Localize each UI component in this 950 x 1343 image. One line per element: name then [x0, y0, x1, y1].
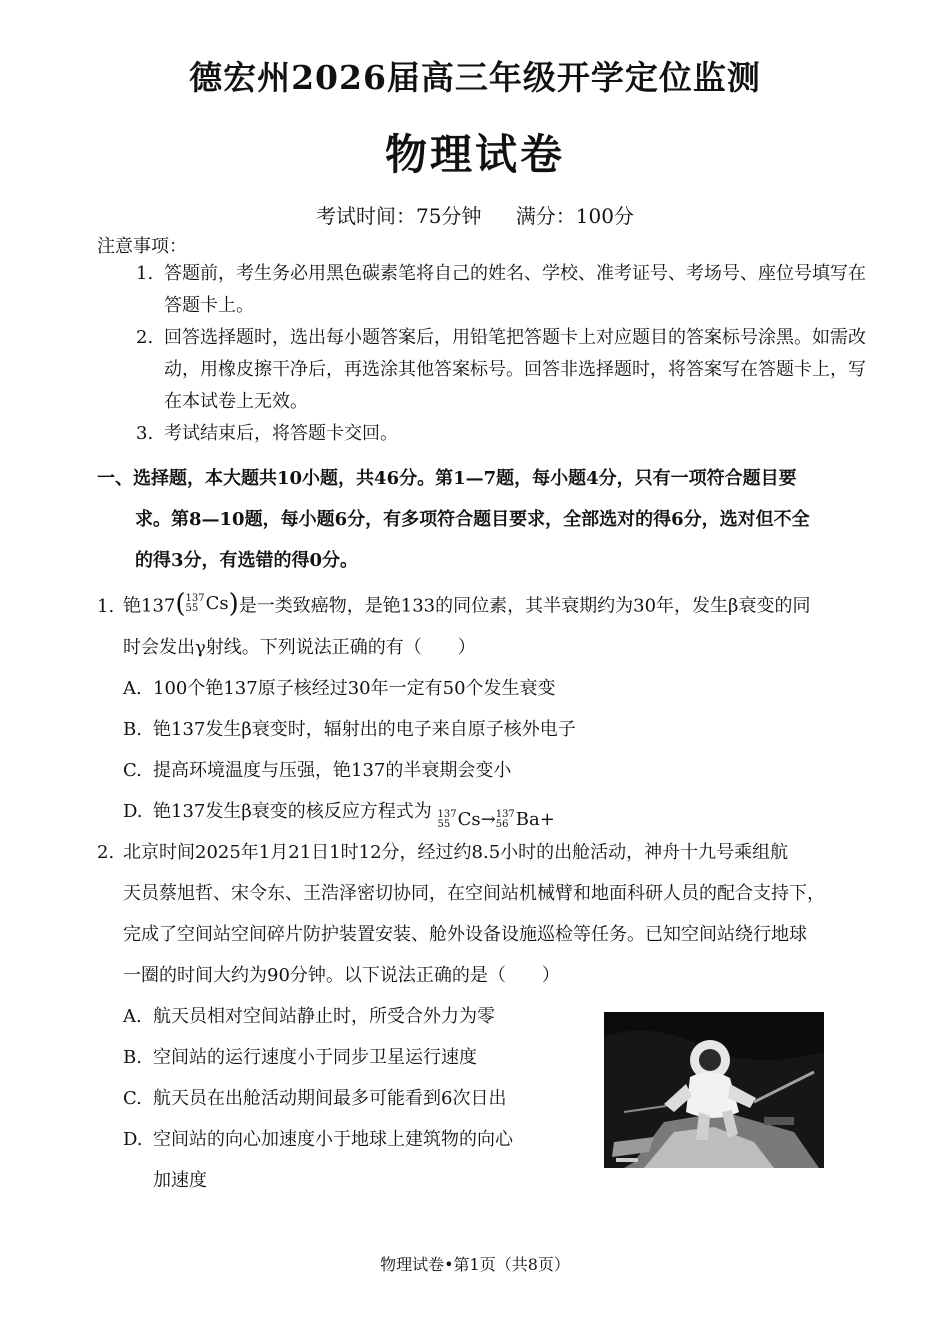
option-text: 空间站的运行速度小于同步卫星运行速度 — [153, 1047, 477, 1068]
option-c — [97, 750, 867, 791]
element-symbol: Cs — [205, 593, 229, 614]
exam-info — [0, 200, 950, 229]
element-symbol: Ba — [515, 809, 540, 830]
option-letter: B. — [123, 1047, 142, 1068]
option-letter: D. — [123, 1129, 143, 1150]
question-1 — [97, 583, 867, 840]
section-line: 一、选择题，本大题共10小题，共46分。第1—7题，每小题4分，只有一项符合题目要 — [97, 468, 797, 489]
section-line: 的得3分，有选错的得0分。 — [135, 550, 359, 571]
charge-number: 55 — [185, 602, 199, 614]
exam-title: 德宏州2026届高三年级开学定位监测 — [189, 58, 761, 97]
charge-number: 56 — [495, 818, 509, 830]
stem-text: 一圈的时间大约为90分钟。以下说法正确的是（ ） — [123, 965, 560, 986]
stem-text: 北京时间2025年1月21日1时12分，经过约8.5小时的出舱活动，神舟十九号乘组航 — [123, 842, 789, 863]
notice-heading: 注意事项： — [97, 236, 187, 257]
astronaut-illustration — [604, 1012, 824, 1168]
option-text: 100个铯137原子核经过30年一定有50个发生衰变 — [153, 677, 556, 699]
element-symbol: Cs — [457, 809, 481, 830]
exam-time: 考试时间：75分钟 — [316, 204, 482, 228]
option-text: 航天员在出舱活动期间最多可能看到6次日出 — [153, 1088, 507, 1109]
notice-item — [136, 322, 866, 418]
full-score: 满分：100分 — [515, 204, 634, 228]
reaction-arrow: → — [480, 809, 496, 830]
question-stem — [97, 583, 867, 627]
charge-number: 55 — [437, 818, 451, 830]
notice-item — [136, 258, 866, 322]
notice-number: 1. — [136, 263, 154, 284]
question-stem — [97, 832, 867, 873]
notice-item — [136, 418, 866, 450]
stem-text: 时会发出γ射线。下列说法正确的有（ ） — [123, 636, 476, 658]
option-letter: C. — [123, 1088, 142, 1109]
option-letter: B. — [123, 718, 142, 740]
notice-text: 答题前，考生务必用黑色碳素笔将自己的姓名、学校、准考证号、考场号、座位号填写在答题卡上。 — [164, 263, 866, 316]
stem-text: 完成了空间站空间碎片防护装置安装、舱外设备设施巡检等任务。已知空间站绕行地球 — [123, 924, 807, 945]
section-line: 求。第8—10题，每小题6分，有多项符合题目要求，全部选对的得6分，选对但不全 — [135, 509, 810, 530]
section-heading — [97, 458, 867, 581]
nuclide-cs137: ( 137 55 Cs ) — [175, 583, 238, 624]
option-b — [97, 709, 867, 750]
stem-text: 铯137 — [123, 595, 176, 617]
option-text: 空间站的向心加速度小于地球上建筑物的向心 — [153, 1129, 513, 1150]
option-a — [97, 668, 867, 709]
notice-text: 回答选择题时，选出每小题答案后，用铅笔把答题卡上对应题目的答案标号涂黑。如需改动，用橡皮擦干净后，再选涂其他答案标号。回答非选择题时，将答案写在答题卡上，写在本试卷上无效。 — [164, 327, 866, 412]
option-letter: C. — [123, 759, 142, 781]
option-letter: A. — [123, 677, 142, 699]
notice-text: 考试结束后，将答题卡交回。 — [164, 423, 398, 444]
stem-text: 天员蔡旭哲、宋令东、王浩泽密切协同，在空间站机械臂和地面科研人员的配合支持下， — [123, 883, 825, 904]
mass-number: 137 — [437, 808, 457, 820]
option-letter: D. — [123, 800, 143, 822]
question-number: 1. — [97, 595, 115, 617]
option-text: 加速度 — [153, 1170, 207, 1191]
equation-tail: + — [539, 809, 555, 830]
option-text: 航天员相对空间站静止时，所受合外力为零 — [153, 1006, 495, 1027]
notice-number: 3. — [136, 423, 154, 444]
page-footer: 物理试卷•第1页（共8页） — [380, 1255, 570, 1274]
notice-number: 2. — [136, 327, 154, 348]
astronaut-photo — [604, 1012, 824, 1168]
notice-list — [136, 258, 866, 450]
subject-title: 物理试卷 — [384, 130, 565, 179]
mass-number: 137 — [185, 592, 205, 604]
stem-text: 是一类致癌物，是铯133的同位素，其半衰期约为30年，发生β衰变的同 — [238, 595, 811, 617]
question-number: 2. — [97, 842, 115, 863]
option-d-text: 铯137发生β衰变的核反应方程式为 — [153, 800, 432, 822]
option-letter: A. — [123, 1006, 142, 1027]
option-text: 提高环境温度与压强，铯137的半衰期会变小 — [153, 759, 512, 781]
mass-number: 137 — [495, 808, 515, 820]
option-text: 铯137发生β衰变时，辐射出的电子来自原子核外电子 — [153, 718, 576, 740]
